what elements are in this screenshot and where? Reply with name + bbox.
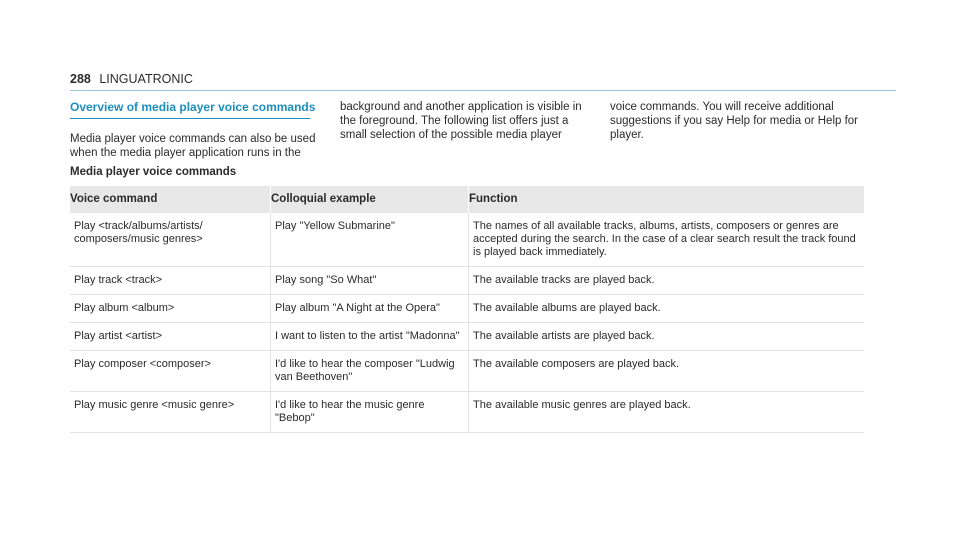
table-row [70, 351, 864, 392]
intro-text-3: voice commands. You will receive additional suggestions if you say Help for media or Help for player. [610, 101, 859, 141]
intro-column-2 [340, 100, 590, 142]
table-row [70, 213, 864, 267]
voice-command-cell: Play artist <artist> [74, 330, 163, 342]
page-number: 288 [70, 72, 91, 86]
voice-command-cell: Play <track/albums/artists/ composers/music genres> [74, 220, 203, 245]
voice-command-cell: Play composer <composer> [74, 358, 211, 370]
section-name: LINGUATRONIC [99, 72, 193, 86]
colloquial-example-cell: Play "Yellow Submarine" [270, 213, 468, 266]
table-header [70, 186, 864, 213]
header-function: Function [468, 186, 864, 213]
function-cell: The available albums are played back. [468, 295, 864, 322]
table-row [70, 267, 864, 295]
voice-commands-table [70, 186, 864, 433]
function-cell: The available tracks are played back. [468, 267, 864, 294]
header-voice-command: Voice command [70, 193, 158, 205]
intro-column-3 [610, 100, 890, 142]
table-row [70, 295, 864, 323]
function-cell: The available composers are played back. [468, 351, 864, 391]
function-cell: The names of all available tracks, albums, artists, composers or genres are accepted during the search. In the case of a clear search result the track found is played back immediately. [468, 213, 864, 266]
colloquial-example-cell: Play song "So What" [270, 267, 468, 294]
intro-column-1 [70, 100, 318, 160]
table-row [70, 323, 864, 351]
table-row [70, 392, 864, 433]
function-cell: The available music genres are played back. [468, 392, 864, 432]
header-rule [70, 90, 896, 91]
section-title: Overview of media player voice commands [70, 100, 315, 117]
voice-command-cell: Play track <track> [74, 274, 163, 286]
colloquial-example-cell: Play album "A Night at the Opera" [270, 295, 468, 322]
colloquial-example-cell: I want to listen to the artist "Madonna" [270, 323, 468, 350]
intro-text-1: Media player voice commands can also be used when the media player application runs in the [70, 133, 316, 159]
voice-command-cell: Play album <album> [74, 302, 175, 314]
page-header [70, 72, 193, 86]
header-colloquial-example: Colloquial example [270, 186, 468, 213]
intro-text-2: background and another application is visible in the foreground. The following list offers just a small selection of the possible media player [340, 101, 582, 141]
function-cell: The available artists are played back. [468, 323, 864, 350]
colloquial-example-cell: I'd like to hear the music genre "Bebop" [270, 392, 468, 432]
colloquial-example-cell: I'd like to hear the composer "Ludwig van Beethoven" [270, 351, 468, 391]
table-title: Media player voice commands [70, 166, 237, 178]
voice-command-cell: Play music genre <music genre> [74, 399, 235, 411]
